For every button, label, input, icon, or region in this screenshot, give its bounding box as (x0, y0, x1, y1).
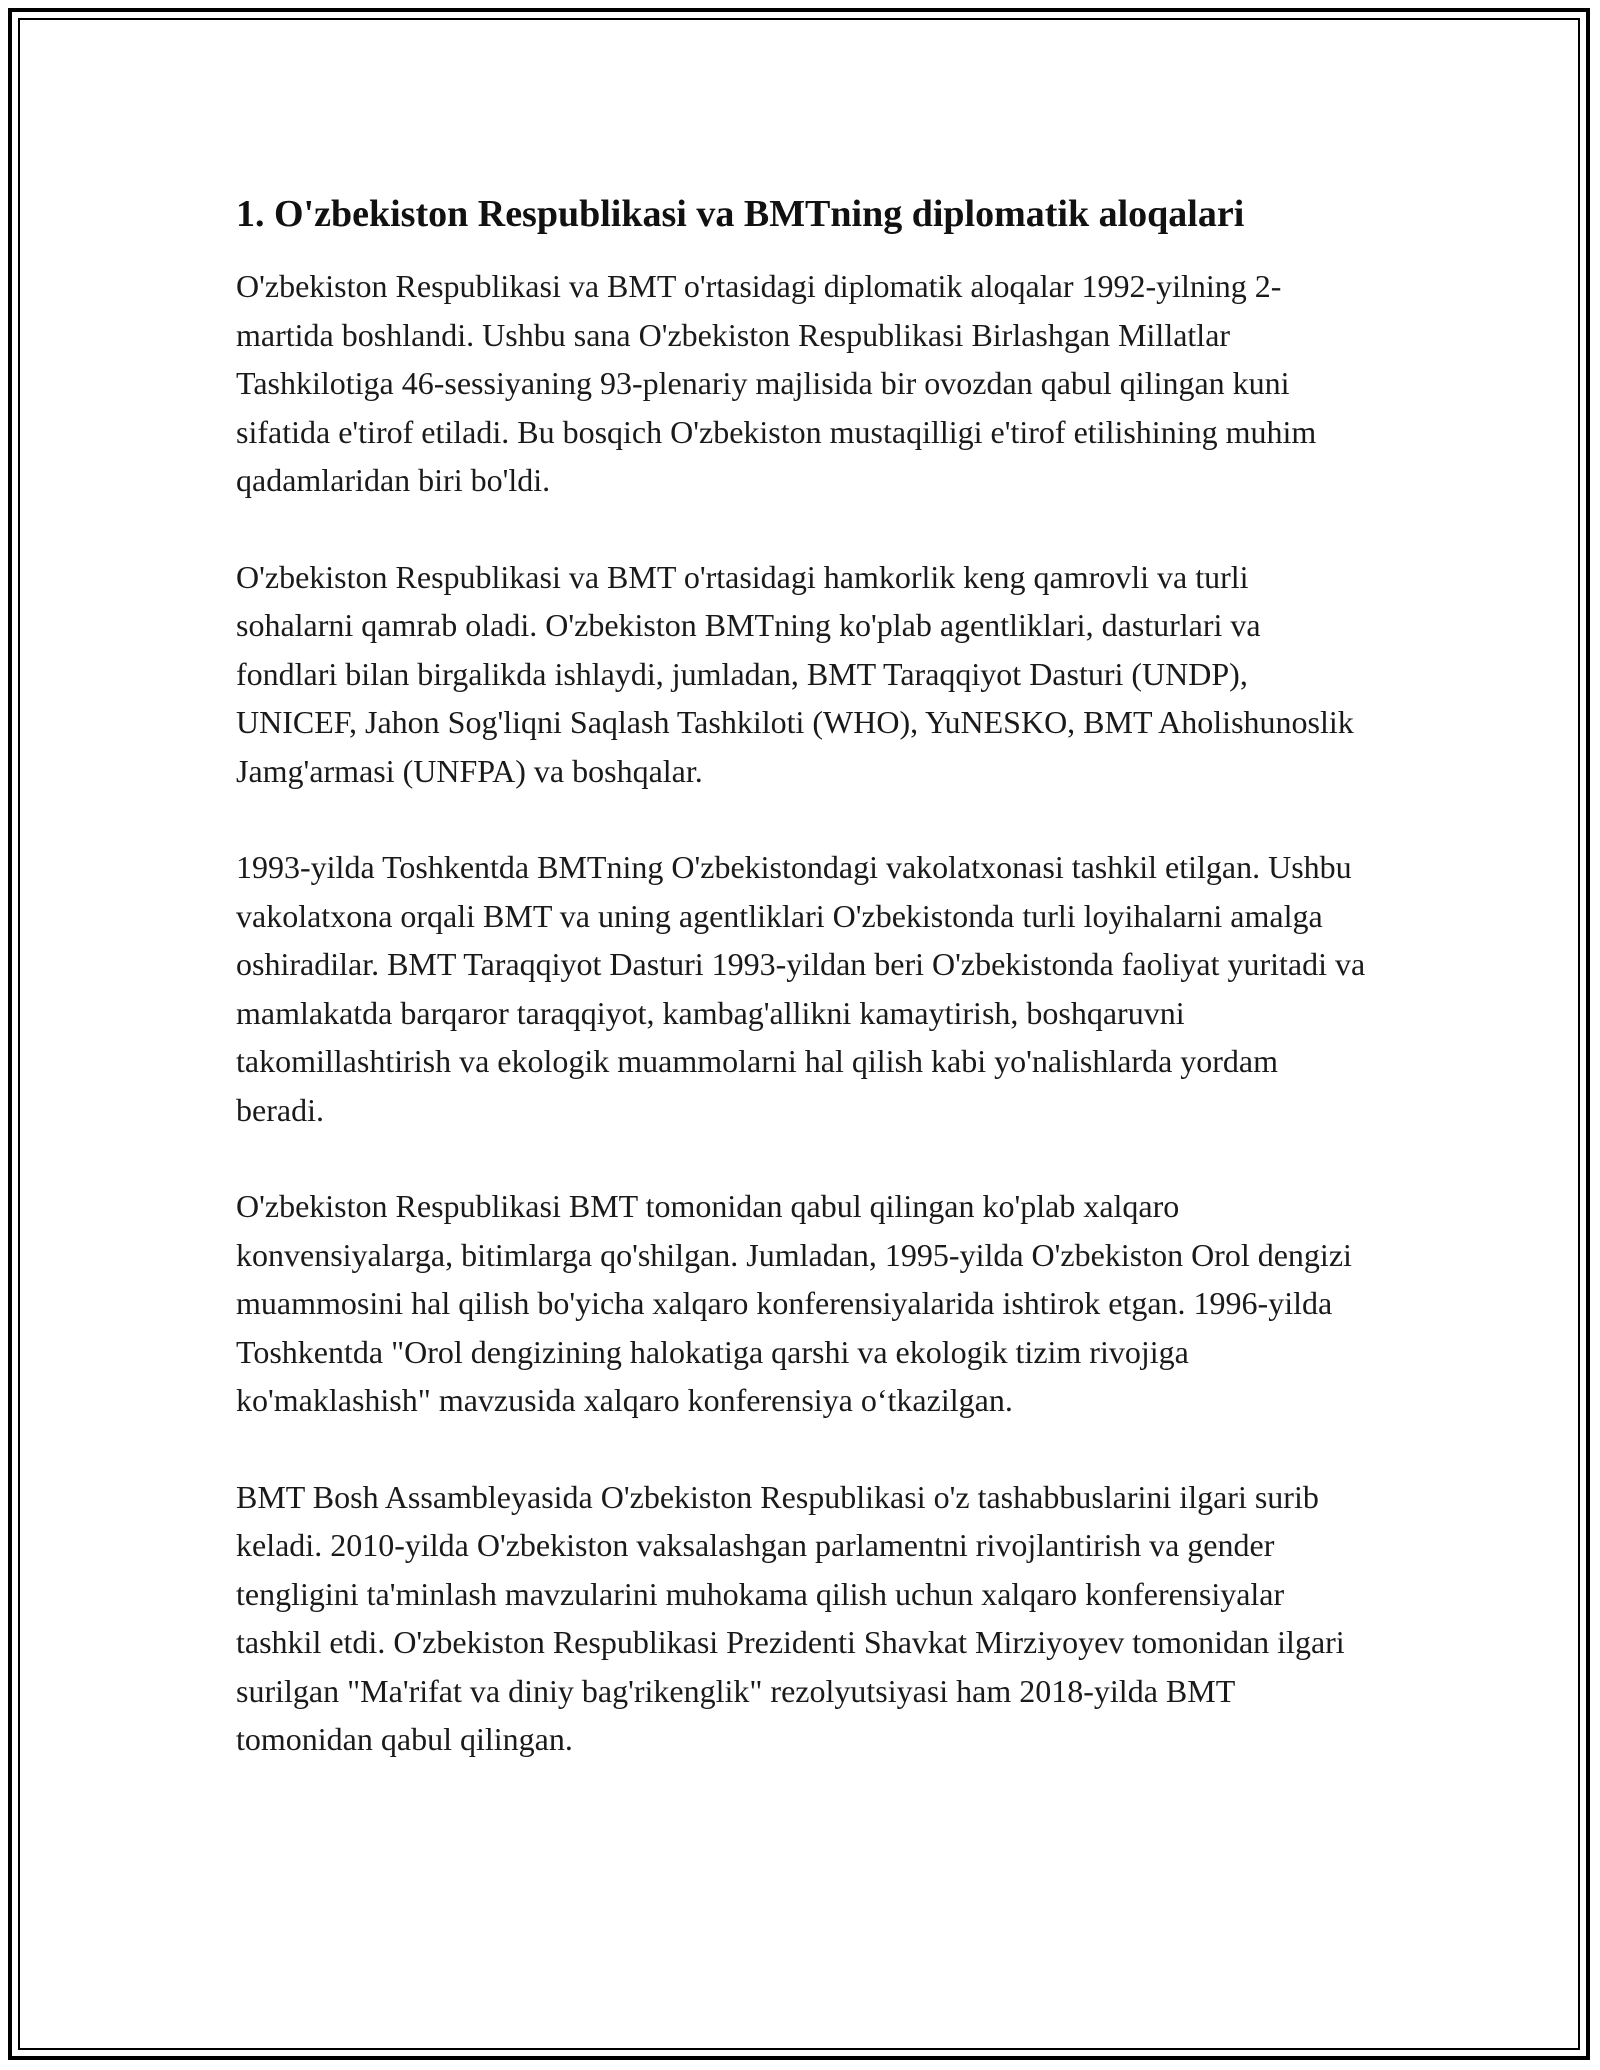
paragraph-5: BMT Bosh Assambleyasida O'zbekiston Respublikasi o'z tashabbuslarini ilgari surib keladi. 2010-yilda O'zbekiston vaksalashgan parlamentni rivojlantirish va gender tengligini ta'minlash mavzularini muhokama qilish uchun xalqaro konferensiyalar tashkil etdi. O'zbekiston Respublikasi Prezidenti Shavkat Mirziyoyev tomonidan ilgari surilgan "Ma'rifat va diniy bag'rikenglik" rezolyutsiyasi ham 2018-yilda BMT tomonidan qabul qilingan. (236, 1478, 1345, 1757)
paragraph-2: O'zbekiston Respublikasi va BMT o'rtasidagi hamkorlik keng qamrovli va turli sohalarni qamrab oladi. O'zbekiston BMTning ko'plab agentliklari, dasturlari va fondlari bilan birgalikda ishlaydi, jumladan, BMT Taraqqiyot Dasturi (UNDP), UNICEF, Jahon Sog'liqni Saqlash Tashkiloti (WHO), YuNESKO, BMT Aholishunoslik Jamg'armasi (UNFPA) va boshqalar. (236, 558, 1354, 789)
section-heading: 1. O'zbekiston Respublikasi va BMTning diplomatik aloqalari (236, 193, 1245, 235)
paragraph-1: O'zbekiston Respublikasi va BMT o'rtasidagi diplomatik aloqalar 1992-yilning 2-martida boshlandi. Ushbu sana O'zbekiston Respublikasi Birlashgan Millatlar Tashkilotiga 46-sessiyaning 93-plenariy majlisida bir ovozdan qabul qilingan kuni sifatida e'tirof etiladi. Bu bosqich O'zbekiston mustaqilligi e'tirof etilishining muhim qadamlaridan biri bo'ldi. (236, 268, 1317, 498)
paragraph-3: 1993-yilda Toshkentda BMTning O'zbekistondagi vakolatxonasi tashkil etilgan. Ushbu vakolatxona orqali BMT va uning agentliklari O'zbekistonda turli loyihalarni amalga oshiradilar. BMT Taraqqiyot Dasturi 1993-yildan beri O'zbekistonda faoliyat yuritadi va mamlakatda barqaror taraqqiyot, kambag'allikni kamaytirish, boshqaruvni takomillashtirish va ekologik muammolarni hal qilish kabi yo'nalishlarda yordam beradi. (236, 849, 1366, 1128)
paragraph-4: O'zbekiston Respublikasi BMT tomonidan qabul qilingan ko'plab xalqaro konvensiyalarga, bitimlarga qo'shilgan. Jumladan, 1995-yilda O'zbekiston Orol dengizi muammosini hal qilish bo'yicha xalqaro konferensiyalarida ishtirok etgan. 1996-yilda Toshkentda "Orol dengizining halokatiga qarshi va ekologik tizim rivojiga ko'maklashish" mavzusida xalqaro konferensiya o‘tkazilgan. (236, 1188, 1352, 1418)
document-body (236, 188, 1366, 1812)
